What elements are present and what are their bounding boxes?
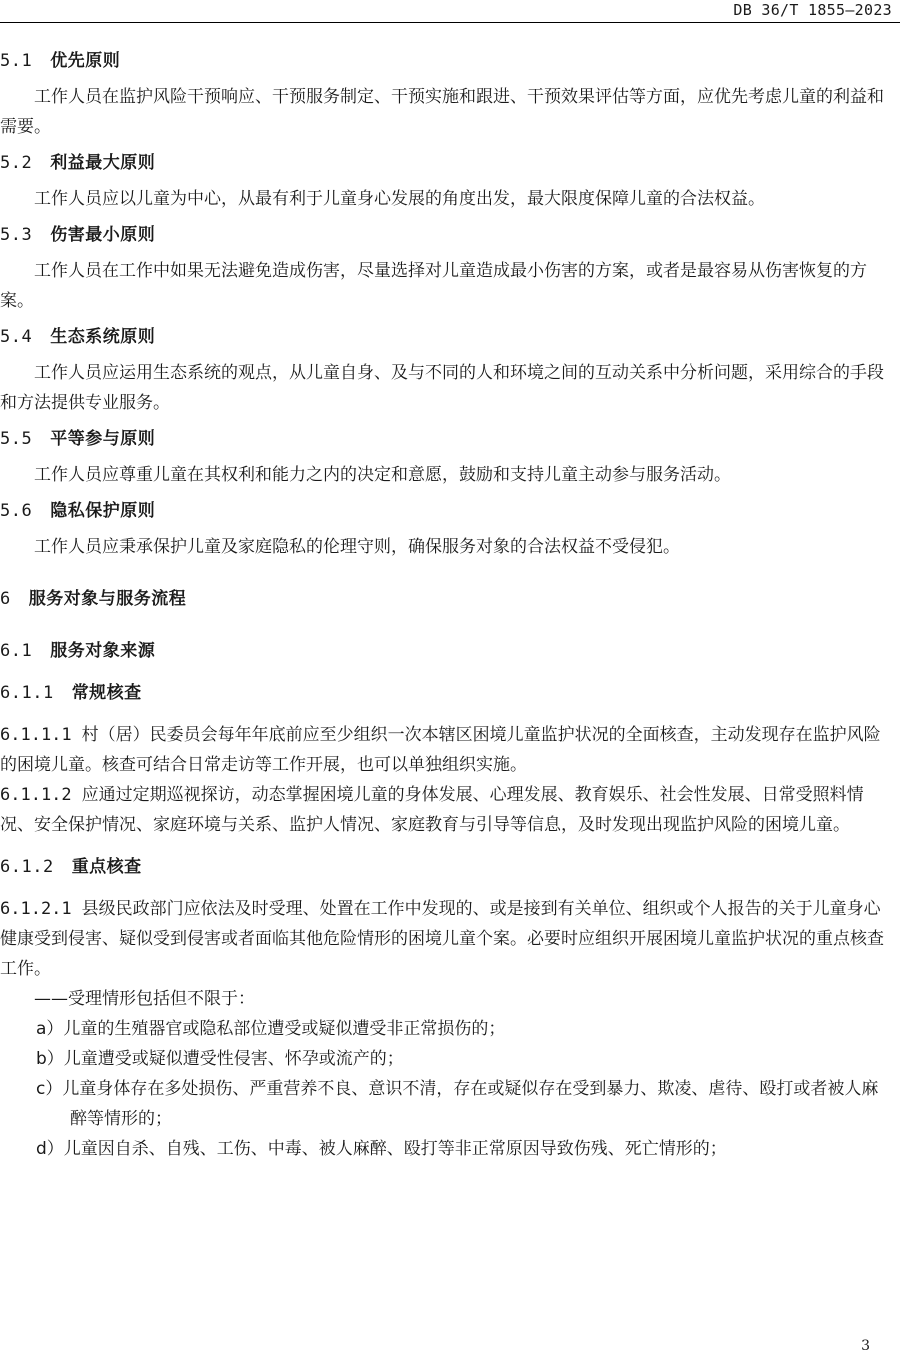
paragraph-5-1: 工作人员在监护风险干预响应、干预服务制定、干预实施和跟进、干预效果评估等方面，应优先考虑儿童的利益和需要。	[0, 87, 884, 137]
paragraph-5-2: 工作人员应以儿童为中心，从最有利于儿童身心发展的角度出发，最大限度保障儿童的合法权益。	[34, 189, 765, 209]
section-title: 常规核查	[71, 683, 142, 703]
section-title: 隐私保护原则	[50, 501, 156, 521]
paragraph-5-6: 工作人员应秉承保护儿童及家庭隐私的伦理守则，确保服务对象的合法权益不受侵犯。	[34, 537, 680, 557]
paragraph-5-5: 工作人员应尊重儿童在其权利和能力之内的决定和意愿，鼓励和支持儿童主动参与服务活动。	[34, 465, 731, 485]
section-number: 5.1	[0, 51, 33, 71]
clause-number: 6.1.1.2	[0, 785, 72, 805]
paragraph-5-3: 工作人员在工作中如果无法避免造成伤害，尽量选择对儿童造成最小伤害的方案，或者是最容易从伤害恢复的方案。	[0, 261, 867, 311]
clause-number: 6.1.1.1	[0, 725, 72, 745]
document-code: DB 36/T 1855—2023	[733, 1, 892, 19]
dash-list-intro: ——受理情形包括但不限于：	[34, 989, 255, 1009]
section-heading-5-6	[0, 496, 900, 526]
section-heading-6-1-2	[0, 852, 900, 882]
clause-6-1-1-1	[0, 720, 900, 780]
clause-number: 6.1.2.1	[0, 899, 72, 919]
chapter-title: 服务对象与服务流程	[28, 589, 187, 609]
clause-text: 村（居）民委员会每年年底前应至少组织一次本辖区困境儿童监护状况的全面核查，主动发现存在监护风险的困境儿童。核查可结合日常走访等工作开展，也可以单独组织实施。	[0, 725, 881, 775]
section-title: 伤害最小原则	[50, 225, 156, 245]
page-content	[0, 46, 900, 1164]
clause-6-1-2-1	[0, 894, 900, 984]
paragraph-5-4: 工作人员应运用生态系统的观点，从儿童自身、及与不同的人和环境之间的互动关系中分析问题，采用综合的手段和方法提供专业服务。	[0, 363, 884, 413]
section-title: 平等参与原则	[50, 429, 156, 449]
section-heading-5-3	[0, 220, 900, 250]
section-heading-6-1	[0, 636, 900, 666]
section-heading-5-4	[0, 322, 900, 352]
clause-text: 应通过定期巡视探访，动态掌握困境儿童的身体发展、心理发展、教育娱乐、社会性发展、日常受照料情况、安全保护情况、家庭环境与关系、监护人情况、家庭教育与引导等信息，及时发现出现监护风险的困境儿童。	[0, 785, 864, 835]
clause-text: 县级民政部门应依法及时受理、处置在工作中发现的、或是接到有关单位、组织或个人报告的关于儿童身心健康受到侵害、疑似受到侵害或者面临其他危险情形的困境儿童个案。必要时应组织开展困境儿童监护状况的重点核查工作。	[0, 899, 884, 979]
chapter-heading-6	[0, 584, 900, 614]
list-item: c）儿童身体存在多处损伤、严重营养不良、意识不清，存在或疑似存在受到暴力、欺凌、虐待、殴打或者被人麻醉等情形的；	[36, 1079, 879, 1129]
section-title: 优先原则	[50, 51, 121, 71]
section-number: 5.3	[0, 225, 33, 245]
section-number: 5.4	[0, 327, 33, 347]
section-heading-6-1-1	[0, 678, 900, 708]
header-rule	[0, 22, 900, 23]
section-title: 利益最大原则	[50, 153, 156, 173]
section-number: 5.2	[0, 153, 33, 173]
section-title: 服务对象来源	[50, 641, 156, 661]
section-number: 5.6	[0, 501, 33, 521]
section-title: 重点核查	[71, 857, 142, 877]
list-item: a）儿童的生殖器官或隐私部位遭受或疑似遭受非正常损伤的；	[36, 1019, 506, 1039]
clause-6-1-1-2	[0, 780, 900, 840]
chapter-number: 6	[0, 589, 11, 609]
list-item: d）儿童因自杀、自残、工伤、中毒、被人麻醉、殴打等非正常原因导致伤残、死亡情形的；	[36, 1139, 727, 1159]
page-number: 3	[861, 1338, 870, 1354]
list-item: b）儿童遭受或疑似遭受性侵害、怀孕或流产的；	[36, 1049, 404, 1069]
section-heading-5-5	[0, 424, 900, 454]
section-number: 6.1.2	[0, 857, 54, 877]
section-heading-5-2	[0, 148, 900, 178]
section-title: 生态系统原则	[50, 327, 156, 347]
section-number: 6.1	[0, 641, 33, 661]
section-heading-5-1	[0, 46, 900, 76]
section-number: 5.5	[0, 429, 33, 449]
section-number: 6.1.1	[0, 683, 54, 703]
